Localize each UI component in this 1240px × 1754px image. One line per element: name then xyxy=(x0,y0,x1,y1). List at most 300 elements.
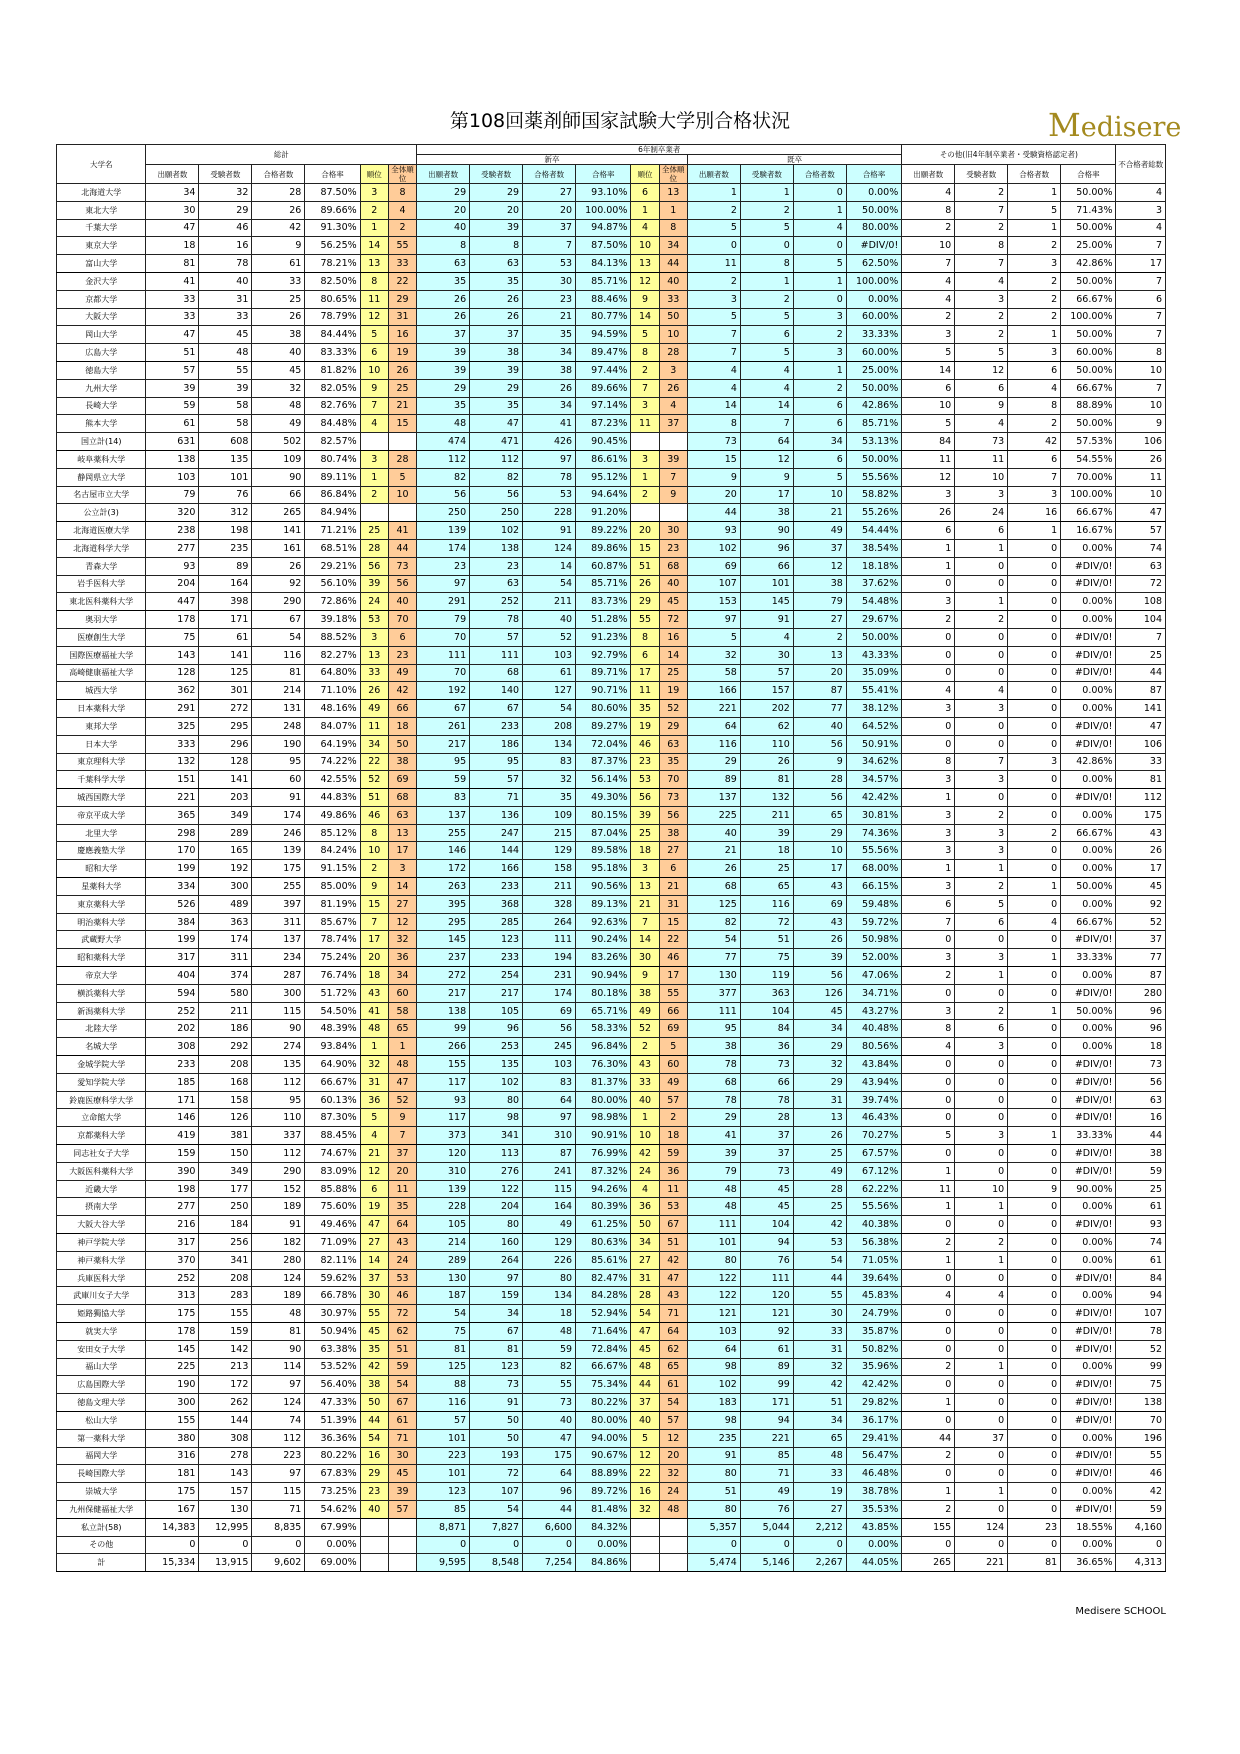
table-cell xyxy=(388,1554,416,1572)
table-cell xyxy=(631,1536,659,1554)
table-cell: 80.22% xyxy=(576,1394,631,1412)
table-cell: 130 xyxy=(687,967,740,985)
table-cell: 26 xyxy=(793,1127,846,1145)
table-cell: 245 xyxy=(523,1038,576,1056)
table-cell: 53.13% xyxy=(846,433,901,451)
table-cell: 82 xyxy=(417,468,470,486)
table-cell: 395 xyxy=(417,895,470,913)
table-cell: 50.94% xyxy=(305,1323,360,1341)
table-row xyxy=(57,1447,1166,1465)
table-cell: 265 xyxy=(902,1554,955,1572)
table-cell: 311 xyxy=(252,913,305,931)
university-name: 福山大学 xyxy=(57,1358,146,1376)
table-cell: 368 xyxy=(470,895,523,913)
table-cell: 334 xyxy=(146,878,199,896)
table-cell: 35 xyxy=(388,1198,416,1216)
table-cell: 56 xyxy=(523,1020,576,1038)
table-cell: 8 xyxy=(955,237,1008,255)
table-cell: 47 xyxy=(470,415,523,433)
university-name: 名古屋市立大学 xyxy=(57,486,146,504)
table-cell: 8 xyxy=(902,201,955,219)
university-name: 北海道大学 xyxy=(57,184,146,202)
table-cell: 0 xyxy=(1008,1038,1061,1056)
table-cell: 31 xyxy=(793,1340,846,1358)
table-cell: 5 xyxy=(360,326,388,344)
table-cell: 52 xyxy=(523,628,576,646)
table-cell: 55.56% xyxy=(846,468,901,486)
table-cell: 0.00% xyxy=(1061,967,1116,985)
table-cell: 80.00% xyxy=(846,219,901,237)
table-cell: 43 xyxy=(388,1234,416,1252)
table-cell: 0 xyxy=(1008,1287,1061,1305)
table-cell: 17 xyxy=(388,842,416,860)
table-cell: 91 xyxy=(470,1394,523,1412)
table-cell: 13,915 xyxy=(199,1554,252,1572)
table-cell: 7 xyxy=(902,913,955,931)
table-cell: 50 xyxy=(360,1394,388,1412)
table-cell: 34 xyxy=(523,344,576,362)
table-cell: 145 xyxy=(417,931,470,949)
table-cell: 104 xyxy=(740,1216,793,1234)
table-row xyxy=(57,219,1166,237)
table-cell: 20 xyxy=(470,201,523,219)
table-cell: 289 xyxy=(417,1251,470,1269)
table-cell: 189 xyxy=(252,1287,305,1305)
table-cell: 3 xyxy=(659,361,687,379)
table-cell: 124 xyxy=(955,1518,1008,1536)
table-cell: 2 xyxy=(631,361,659,379)
table-cell: 80 xyxy=(687,1251,740,1269)
table-cell: 54 xyxy=(470,1500,523,1518)
table-cell: 78 xyxy=(1116,1323,1166,1341)
table-cell: 0 xyxy=(955,1091,1008,1109)
university-name: 九州大学 xyxy=(57,379,146,397)
table-cell: 61.25% xyxy=(576,1216,631,1234)
table-row xyxy=(57,1198,1166,1216)
subheader-allrank: 全体順位 xyxy=(659,165,687,184)
table-cell: 310 xyxy=(417,1162,470,1180)
table-cell: #DIV/0! xyxy=(1061,557,1116,575)
university-name: 金城学院大学 xyxy=(57,1056,146,1074)
table-cell: 91 xyxy=(740,611,793,629)
table-cell: 95 xyxy=(417,753,470,771)
table-cell: 0 xyxy=(1008,1020,1061,1038)
table-cell: 83.33% xyxy=(305,344,360,362)
table-cell: 35 xyxy=(417,272,470,290)
table-cell: 2 xyxy=(388,219,416,237)
table-cell xyxy=(360,1536,388,1554)
table-cell: 73.25% xyxy=(305,1483,360,1501)
table-cell: 49 xyxy=(631,1002,659,1020)
table-row xyxy=(57,1127,1166,1145)
table-cell: 0 xyxy=(955,1162,1008,1180)
table-cell: 50.00% xyxy=(1061,361,1116,379)
table-cell: 28 xyxy=(740,1109,793,1127)
table-cell: 74.67% xyxy=(305,1145,360,1163)
table-cell: 8 xyxy=(388,184,416,202)
table-cell: 81 xyxy=(146,255,199,273)
table-row xyxy=(57,1500,1166,1518)
table-cell: 7 xyxy=(360,913,388,931)
col-other: その他(旧4年制卒業者・受験資格認定者) xyxy=(902,145,1116,165)
table-cell: 84.86% xyxy=(576,1554,631,1572)
table-cell: #DIV/0! xyxy=(1061,646,1116,664)
table-cell: 12 xyxy=(740,450,793,468)
table-cell: 90.24% xyxy=(576,931,631,949)
table-cell: 89.71% xyxy=(576,664,631,682)
table-cell: 135 xyxy=(470,1056,523,1074)
table-cell: 301 xyxy=(199,682,252,700)
table-cell: 266 xyxy=(417,1038,470,1056)
table-cell: 5 xyxy=(955,895,1008,913)
table-cell: 0 xyxy=(1008,611,1061,629)
col-kisotsu: 既卒 xyxy=(687,155,901,165)
table-cell: 59 xyxy=(523,1340,576,1358)
table-cell: 16 xyxy=(659,628,687,646)
table-cell: 166 xyxy=(687,682,740,700)
table-cell: 10 xyxy=(955,468,1008,486)
table-cell: 16 xyxy=(1116,1109,1166,1127)
table-cell: 42 xyxy=(793,1376,846,1394)
table-cell: 105 xyxy=(470,1002,523,1020)
table-cell: 89.72% xyxy=(576,1483,631,1501)
table-cell: 54 xyxy=(659,1394,687,1412)
table-cell: 161 xyxy=(252,539,305,557)
table-cell: 38.12% xyxy=(846,700,901,718)
table-cell: 365 xyxy=(146,806,199,824)
table-cell: #DIV/0! xyxy=(1061,1073,1116,1091)
table-cell: 50.00% xyxy=(1061,219,1116,237)
table-cell: 75 xyxy=(740,949,793,967)
table-cell: 5,357 xyxy=(687,1518,740,1536)
table-cell: 59.62% xyxy=(305,1269,360,1287)
table-cell: 33 xyxy=(252,272,305,290)
subheader-shutsugan: 出願者数 xyxy=(902,165,955,184)
table-cell: 3 xyxy=(1008,753,1061,771)
table-cell: 2 xyxy=(1008,272,1061,290)
table-cell: 0 xyxy=(199,1536,252,1554)
table-cell: 20 xyxy=(631,522,659,540)
table-cell: 166 xyxy=(470,860,523,878)
table-cell: 2 xyxy=(1008,308,1061,326)
table-cell: 18 xyxy=(659,1127,687,1145)
table-cell: 35 xyxy=(659,753,687,771)
table-cell: 60.87% xyxy=(576,557,631,575)
table-row xyxy=(57,1554,1166,1572)
table-cell: 0 xyxy=(902,1145,955,1163)
table-cell: 33 xyxy=(793,1323,846,1341)
table-cell: 43.27% xyxy=(846,1002,901,1020)
table-cell: 31 xyxy=(199,290,252,308)
table-cell: 68.00% xyxy=(846,860,901,878)
table-cell: 29 xyxy=(417,379,470,397)
table-cell: 39 xyxy=(360,575,388,593)
table-cell: 0 xyxy=(955,1305,1008,1323)
table-cell: 283 xyxy=(199,1287,252,1305)
table-cell: 139 xyxy=(252,842,305,860)
university-name: 福岡大学 xyxy=(57,1447,146,1465)
table-cell: 89.58% xyxy=(576,842,631,860)
table-cell: 241 xyxy=(523,1162,576,1180)
table-cell: 3 xyxy=(955,290,1008,308)
table-cell: 47 xyxy=(146,219,199,237)
table-cell: 23 xyxy=(360,1483,388,1501)
table-cell: 82.57% xyxy=(305,433,360,451)
table-cell: 0 xyxy=(955,1465,1008,1483)
table-cell: 136 xyxy=(470,806,523,824)
table-cell: 140 xyxy=(470,682,523,700)
table-cell: 6 xyxy=(955,379,1008,397)
table-cell: 2 xyxy=(740,201,793,219)
table-cell: 39.64% xyxy=(846,1269,901,1287)
table-cell: 49 xyxy=(793,522,846,540)
table-cell: 45 xyxy=(252,361,305,379)
table-cell: 15 xyxy=(659,913,687,931)
table-cell: 2 xyxy=(360,201,388,219)
table-cell: 89.22% xyxy=(576,522,631,540)
table-cell: 95 xyxy=(252,753,305,771)
table-cell: 1 xyxy=(388,1038,416,1056)
table-cell: 0 xyxy=(1008,1091,1061,1109)
table-cell: 33.33% xyxy=(846,326,901,344)
table-cell: 34 xyxy=(793,1411,846,1429)
table-cell: 5 xyxy=(793,468,846,486)
table-cell: 89.47% xyxy=(576,344,631,362)
table-cell: 64.19% xyxy=(305,735,360,753)
table-cell: 43 xyxy=(631,1056,659,1074)
table-cell: 0 xyxy=(902,1073,955,1091)
table-cell: 373 xyxy=(417,1127,470,1145)
table-cell: 30 xyxy=(360,1287,388,1305)
table-cell: 0 xyxy=(902,1323,955,1341)
table-cell: 9 xyxy=(1008,1180,1061,1198)
table-cell: 67 xyxy=(470,700,523,718)
table-cell: 34 xyxy=(470,1305,523,1323)
table-cell: 4 xyxy=(740,361,793,379)
table-cell: 56 xyxy=(360,557,388,575)
table-cell: 24 xyxy=(659,1483,687,1501)
table-cell: 50.00% xyxy=(1061,1002,1116,1020)
table-cell: 56.10% xyxy=(305,575,360,593)
table-cell: 235 xyxy=(199,539,252,557)
table-cell: 363 xyxy=(740,984,793,1002)
table-cell: 110 xyxy=(740,735,793,753)
table-cell: 57.53% xyxy=(1061,433,1116,451)
table-cell: 278 xyxy=(199,1447,252,1465)
table-cell: 3 xyxy=(902,326,955,344)
table-row xyxy=(57,789,1166,807)
table-cell: 89.27% xyxy=(576,717,631,735)
table-cell: 63 xyxy=(1116,1091,1166,1109)
university-name: 東京理科大学 xyxy=(57,753,146,771)
table-cell: 6 xyxy=(902,895,955,913)
table-cell: 12,995 xyxy=(199,1518,252,1536)
table-cell: 73 xyxy=(523,1394,576,1412)
table-cell: 37 xyxy=(417,326,470,344)
table-cell: 175 xyxy=(146,1305,199,1323)
table-cell: 5 xyxy=(687,308,740,326)
table-cell: 80.15% xyxy=(576,806,631,824)
table-cell: 6 xyxy=(659,860,687,878)
table-cell: 38 xyxy=(252,326,305,344)
table-cell: 5 xyxy=(687,219,740,237)
table-cell: 159 xyxy=(146,1145,199,1163)
table-cell: 26 xyxy=(1116,450,1166,468)
table-cell: 26 xyxy=(252,201,305,219)
table-cell: 2 xyxy=(1008,290,1061,308)
table-cell: 61 xyxy=(740,1340,793,1358)
table-cell: 0 xyxy=(1008,664,1061,682)
table-cell: 0 xyxy=(955,1269,1008,1287)
table-cell: 47 xyxy=(1116,717,1166,735)
table-row xyxy=(57,344,1166,362)
table-cell: 17 xyxy=(631,664,659,682)
table-cell: 121 xyxy=(740,1305,793,1323)
table-cell: 72.86% xyxy=(305,593,360,611)
table-cell: 1 xyxy=(902,860,955,878)
table-cell: 74 xyxy=(1116,539,1166,557)
table-cell: 71.05% xyxy=(846,1251,901,1269)
table-cell: 80.00% xyxy=(576,1091,631,1109)
table-cell: 7 xyxy=(1116,326,1166,344)
table-cell: 139 xyxy=(417,522,470,540)
table-cell: 97 xyxy=(252,1376,305,1394)
table-cell: 112 xyxy=(1116,789,1166,807)
table-cell: 32 xyxy=(523,771,576,789)
subheader-shutsugan: 出願者数 xyxy=(146,165,199,184)
table-cell: 14 xyxy=(659,646,687,664)
table-cell: 41 xyxy=(388,522,416,540)
table-cell: 50.00% xyxy=(1061,272,1116,290)
table-cell: 49.46% xyxy=(305,1216,360,1234)
table-cell: 144 xyxy=(470,842,523,860)
table-cell: 45 xyxy=(1116,878,1166,896)
table-cell: 12 xyxy=(659,1429,687,1447)
table-cell: 150 xyxy=(199,1145,252,1163)
table-cell: 370 xyxy=(146,1251,199,1269)
table-cell: 12 xyxy=(360,308,388,326)
table-cell: 116 xyxy=(687,735,740,753)
table-cell: 41 xyxy=(687,1127,740,1145)
table-cell: 76.30% xyxy=(576,1056,631,1074)
table-cell: #DIV/0! xyxy=(1061,1447,1116,1465)
table-cell: 255 xyxy=(252,878,305,896)
table-cell: 1 xyxy=(793,361,846,379)
table-cell: 71 xyxy=(252,1500,305,1518)
table-cell xyxy=(631,504,659,522)
table-cell: 300 xyxy=(146,1394,199,1412)
table-cell: 16 xyxy=(631,1483,659,1501)
table-cell: 2 xyxy=(1008,237,1061,255)
table-cell: 177 xyxy=(199,1180,252,1198)
table-cell: 7,254 xyxy=(523,1554,576,1572)
university-name: 横浜薬科大学 xyxy=(57,984,146,1002)
table-cell: 43.94% xyxy=(846,1073,901,1091)
table-cell: 143 xyxy=(146,646,199,664)
table-cell: 21 xyxy=(360,1145,388,1163)
table-cell: 1 xyxy=(1008,522,1061,540)
table-cell: 46.48% xyxy=(846,1465,901,1483)
table-cell: 45 xyxy=(659,593,687,611)
table-cell: 1 xyxy=(659,201,687,219)
table-cell: 102 xyxy=(687,539,740,557)
table-cell: 3 xyxy=(1008,344,1061,362)
table-cell: 40 xyxy=(631,1091,659,1109)
table-cell: 363 xyxy=(199,913,252,931)
table-cell: 17 xyxy=(659,967,687,985)
table-row xyxy=(57,700,1166,718)
table-cell: 1 xyxy=(955,593,1008,611)
table-cell: 0 xyxy=(955,1394,1008,1412)
table-cell: 85 xyxy=(740,1447,793,1465)
table-cell: 60 xyxy=(659,1056,687,1074)
table-cell: 0 xyxy=(1008,1073,1061,1091)
table-cell: 1 xyxy=(902,1394,955,1412)
table-row xyxy=(57,1216,1166,1234)
table-cell: 26 xyxy=(659,379,687,397)
university-name: 兵庫医科大学 xyxy=(57,1269,146,1287)
table-cell: 120 xyxy=(740,1287,793,1305)
table-cell: 89 xyxy=(687,771,740,789)
table-cell: 97 xyxy=(523,450,576,468)
table-cell: 308 xyxy=(146,1038,199,1056)
table-cell: 6 xyxy=(1008,450,1061,468)
table-cell xyxy=(388,1536,416,1554)
table-cell: 53 xyxy=(659,1198,687,1216)
table-cell: 80.22% xyxy=(305,1447,360,1465)
table-cell: 14 xyxy=(360,1251,388,1269)
table-cell xyxy=(659,433,687,451)
table-cell: 1 xyxy=(631,468,659,486)
table-cell: 37 xyxy=(740,1127,793,1145)
table-cell: 6 xyxy=(360,1180,388,1198)
table-cell: 91 xyxy=(687,1447,740,1465)
table-cell: 185 xyxy=(146,1073,199,1091)
table-cell: 2 xyxy=(955,878,1008,896)
table-cell: 97 xyxy=(417,575,470,593)
subheader-rank: 順位 xyxy=(631,165,659,184)
table-cell: 46 xyxy=(659,949,687,967)
table-cell: 203 xyxy=(199,789,252,807)
table-cell: 101 xyxy=(199,468,252,486)
table-cell: 235 xyxy=(687,1429,740,1447)
table-cell: 47 xyxy=(631,1323,659,1341)
table-cell: 72 xyxy=(470,1465,523,1483)
table-cell: 53 xyxy=(793,1234,846,1252)
table-cell: 0 xyxy=(902,735,955,753)
table-cell: 3 xyxy=(955,842,1008,860)
table-cell: 74.22% xyxy=(305,753,360,771)
table-cell: 98 xyxy=(470,1109,523,1127)
table-cell: 26 xyxy=(470,308,523,326)
table-cell: 35 xyxy=(631,700,659,718)
table-cell: 17 xyxy=(360,931,388,949)
table-cell: 35 xyxy=(470,397,523,415)
table-cell: 82.76% xyxy=(305,397,360,415)
table-cell: 37 xyxy=(659,415,687,433)
table-cell: 131 xyxy=(252,700,305,718)
table-cell: 54.48% xyxy=(846,593,901,611)
table-row xyxy=(57,1429,1166,1447)
table-row xyxy=(57,1287,1166,1305)
table-cell: #DIV/0! xyxy=(1061,931,1116,949)
table-cell: 10 xyxy=(1116,397,1166,415)
university-name: 奥羽大学 xyxy=(57,611,146,629)
table-cell: 35.09% xyxy=(846,664,901,682)
university-name: 千葉大学 xyxy=(57,219,146,237)
table-cell: 196 xyxy=(1116,1429,1166,1447)
table-cell: 78 xyxy=(199,255,252,273)
